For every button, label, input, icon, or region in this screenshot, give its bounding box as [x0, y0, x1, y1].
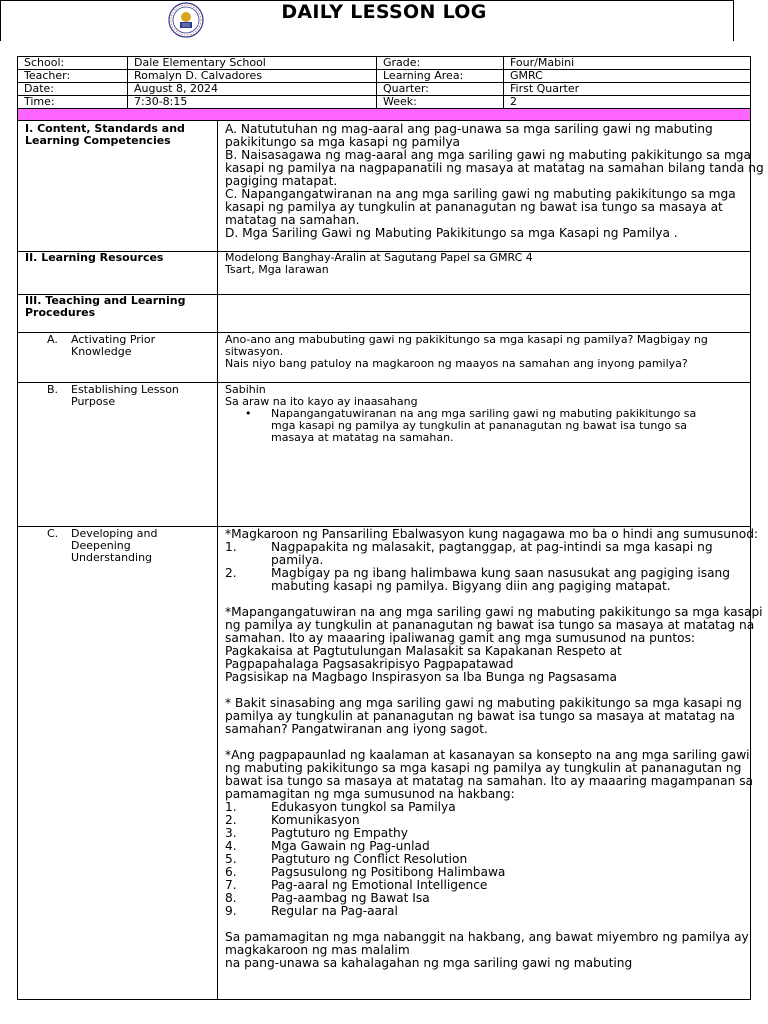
item-text: Regular na Pag-aaral	[271, 904, 398, 918]
developing-title: Developing and Deepening Understanding	[71, 527, 158, 564]
item-text: Pagtuturo ng Empathy	[271, 826, 408, 840]
item-text: Pagtuturo ng Conflict Resolution	[271, 852, 468, 866]
developing-closing: Sa pamamagitan ng mga nabanggit na hakbang, ang bawat miyembro ng pamilya ay magkakaroon ng mas malalim	[225, 930, 749, 957]
item-number: 5.	[225, 852, 237, 866]
item-number: 1.	[225, 540, 237, 554]
objective-b: B. Naisasagawa ng mag-aaral ang mga sariling gawi ng mabuting pakikitungo sa mga kasapi ng pamilya na nagpapanatili ng masaya at matatag na samahan bilang tanda ng pagiging matapat.	[225, 148, 764, 188]
item-text: Nagpapakita ng malasakit, pagtanggap, at pag-intindi sa mga kasapi ng pamilya.	[271, 540, 713, 567]
label-cell: Teacher:	[18, 70, 128, 83]
item-number: 3.	[225, 826, 237, 840]
developing-para: *Ang pagpapaunlad ng kaalaman at kasanayan sa konsepto na ang mga sariling gawi ng mabuting pakikitungo sa mga kasapi ng pamilya ay tungkulin at pananagutan ng bawat isa tungo sa masaya at matatag na samahan. Ito ay maaaring magampanan sa pamamagitan ng mga sumusunod na hakbang:	[225, 748, 754, 801]
value-cell: Romalyn D. Calvadores	[128, 70, 377, 83]
point-line: Pagpapahalaga Pagsasakripisyo Pagpapatawad	[225, 657, 514, 671]
item-text: Mga Gawain ng Pag-unlad	[271, 839, 430, 853]
item-text: Pagsusulong ng Positibong Halimbawa	[271, 865, 506, 879]
value-cell: GMRC	[504, 70, 751, 83]
list-item	[225, 905, 765, 918]
item-text: Komunikasyon	[271, 813, 360, 827]
lesson-grid	[17, 120, 764, 1000]
bullet-icon: •	[245, 407, 252, 420]
point-line: Pagkakaisa at Pagtutulungan Malasakit sa Kapakanan Respeto at	[225, 644, 622, 658]
objective-a: A. Natututuhan ng mag-aaral ang pag-unawa sa mga sariling gawi ng mabuting pakikitungo sa mga kasapi ng pamilya	[225, 122, 713, 149]
developing-closing: na pang-unawa sa kahalagahan ng mga sariling gawi ng mabuting	[225, 956, 633, 970]
label-cell: Grade:	[377, 57, 504, 70]
objective-d: D. Mga Sariling Gawi ng Mabuting Pakikitungo sa mga Kasapi ng Pamilya .	[225, 226, 678, 240]
activating-letter: A.	[47, 333, 58, 346]
activating-line: Ano-ano ang mabubuting gawi ng pakikitungo sa mga kasapi ng pamilya? Magbigay ng sitwasyon.	[225, 333, 708, 358]
resource-line: Tsart, Mga larawan	[225, 263, 329, 276]
establishing-title: Establishing Lesson Purpose	[71, 383, 179, 408]
point-line: Pagsisikap na Magbago Inspirasyon sa Iba Bunga ng Pagsasama	[225, 670, 617, 684]
item-text: Pag-aaral ng Emotional Intelligence	[271, 878, 488, 892]
list-item	[225, 567, 765, 593]
table-row	[18, 57, 751, 70]
value-cell: Four/Mabini	[504, 57, 751, 70]
item-number: 1.	[225, 800, 237, 814]
content-standards-label: I. Content, Standards and Learning Competencies	[25, 122, 185, 147]
label-cell: School:	[18, 57, 128, 70]
item-number: 8.	[225, 891, 237, 905]
developing-para: * Bakit sinasabing ang mga sariling gawi ng mabuting pakikitungo sa mga kasapi ng pamilya ay tungkulin at pananagutan ng bawat isa tungo sa masaya at matatag na samahan? Pangatwiranan ang iyong sagot.	[225, 696, 742, 736]
content-standards-text	[225, 123, 765, 240]
developing-para: *Mapangangatuwiran na ang mga sariling gawi ng mabuting pakikitungo sa mga kasapi ng pamilya ay tungkulin at pananagutan ng bawat isa tungo sa masaya at matatag na samahan. Ito ay maaaring ipaliwanag gamit ang mga sumusunod na puntos:	[225, 605, 763, 645]
item-number: 2.	[225, 813, 237, 827]
item-number: 2.	[225, 566, 237, 580]
value-cell: Dale Elementary School	[128, 57, 377, 70]
table-row	[18, 96, 751, 109]
label-cell: Quarter:	[377, 83, 504, 96]
establishing-line: Sabihin	[225, 383, 266, 396]
list-item	[245, 408, 755, 444]
item-text: Edukasyon tungkol sa Pamilya	[271, 800, 456, 814]
activating-line: Nais niyo bang patuloy na magkaroon ng maayos na samahan ang inyong pamilya?	[225, 357, 688, 370]
label-cell: Week:	[377, 96, 504, 109]
info-table	[17, 56, 751, 109]
value-cell: 7:30-8:15	[128, 96, 377, 109]
label-cell: Learning Area:	[377, 70, 504, 83]
activating-title: Activating Prior Knowledge	[71, 333, 156, 358]
label-cell: Date:	[18, 83, 128, 96]
table-row	[18, 83, 751, 96]
item-number: 9.	[225, 904, 237, 918]
value-cell: August 8, 2024	[128, 83, 377, 96]
establishing-letter: B.	[47, 383, 59, 396]
list-item	[225, 541, 765, 567]
establishing-line: Sa araw na ito kayo ay inaasahang	[225, 395, 418, 408]
learning-resources-text	[225, 252, 755, 276]
learning-resources-label: II. Learning Resources	[25, 251, 164, 264]
value-cell: First Quarter	[504, 83, 751, 96]
table-row	[18, 70, 751, 83]
item-number: 6.	[225, 865, 237, 879]
developing-intro: *Magkaroon ng Pansariling Ebalwasyon kung nagagawa mo ba o hindi ang sumusunod:	[225, 527, 759, 541]
item-number: 7.	[225, 878, 237, 892]
establishing-bullet: Napangangatuwiranan na ang mga sariling gawi ng mabuting pakikitungo sa mga kasapi ng pamilya ay tungkulin at pananagutan ng bawat isa tungo sa masaya at matatag na samahan.	[271, 407, 697, 444]
item-text: Pag-aambag ng Bawat Isa	[271, 891, 430, 905]
resource-line: Modelong Banghay-Aralin at Sagutang Papel sa GMRC 4	[225, 251, 533, 264]
developing-letter: C.	[47, 527, 59, 540]
procedures-label: III. Teaching and Learning Procedures	[25, 294, 186, 319]
activating-text	[225, 334, 755, 370]
document-header	[0, 0, 734, 41]
establishing-text	[225, 384, 755, 444]
objective-c: C. Napangangatwiranan na ang mga sariling gawi ng mabuting pakikitungo sa mga kasapi ng pamilya ay tungkulin at pananagutan ng bawat isa tungo sa masaya at matatag na samahan.	[225, 187, 736, 227]
item-number: 4.	[225, 839, 237, 853]
label-cell: Time:	[18, 96, 128, 109]
developing-text	[225, 528, 765, 970]
item-text: Magbigay pa ng ibang halimbawa kung saan nasusukat ang pagiging isang mabuting kasapi ng pamilya. Bigyang diin ang pagiging matapat.	[271, 566, 731, 593]
value-cell: 2	[504, 96, 751, 109]
page-title: DAILY LESSON LOG	[281, 1, 487, 23]
